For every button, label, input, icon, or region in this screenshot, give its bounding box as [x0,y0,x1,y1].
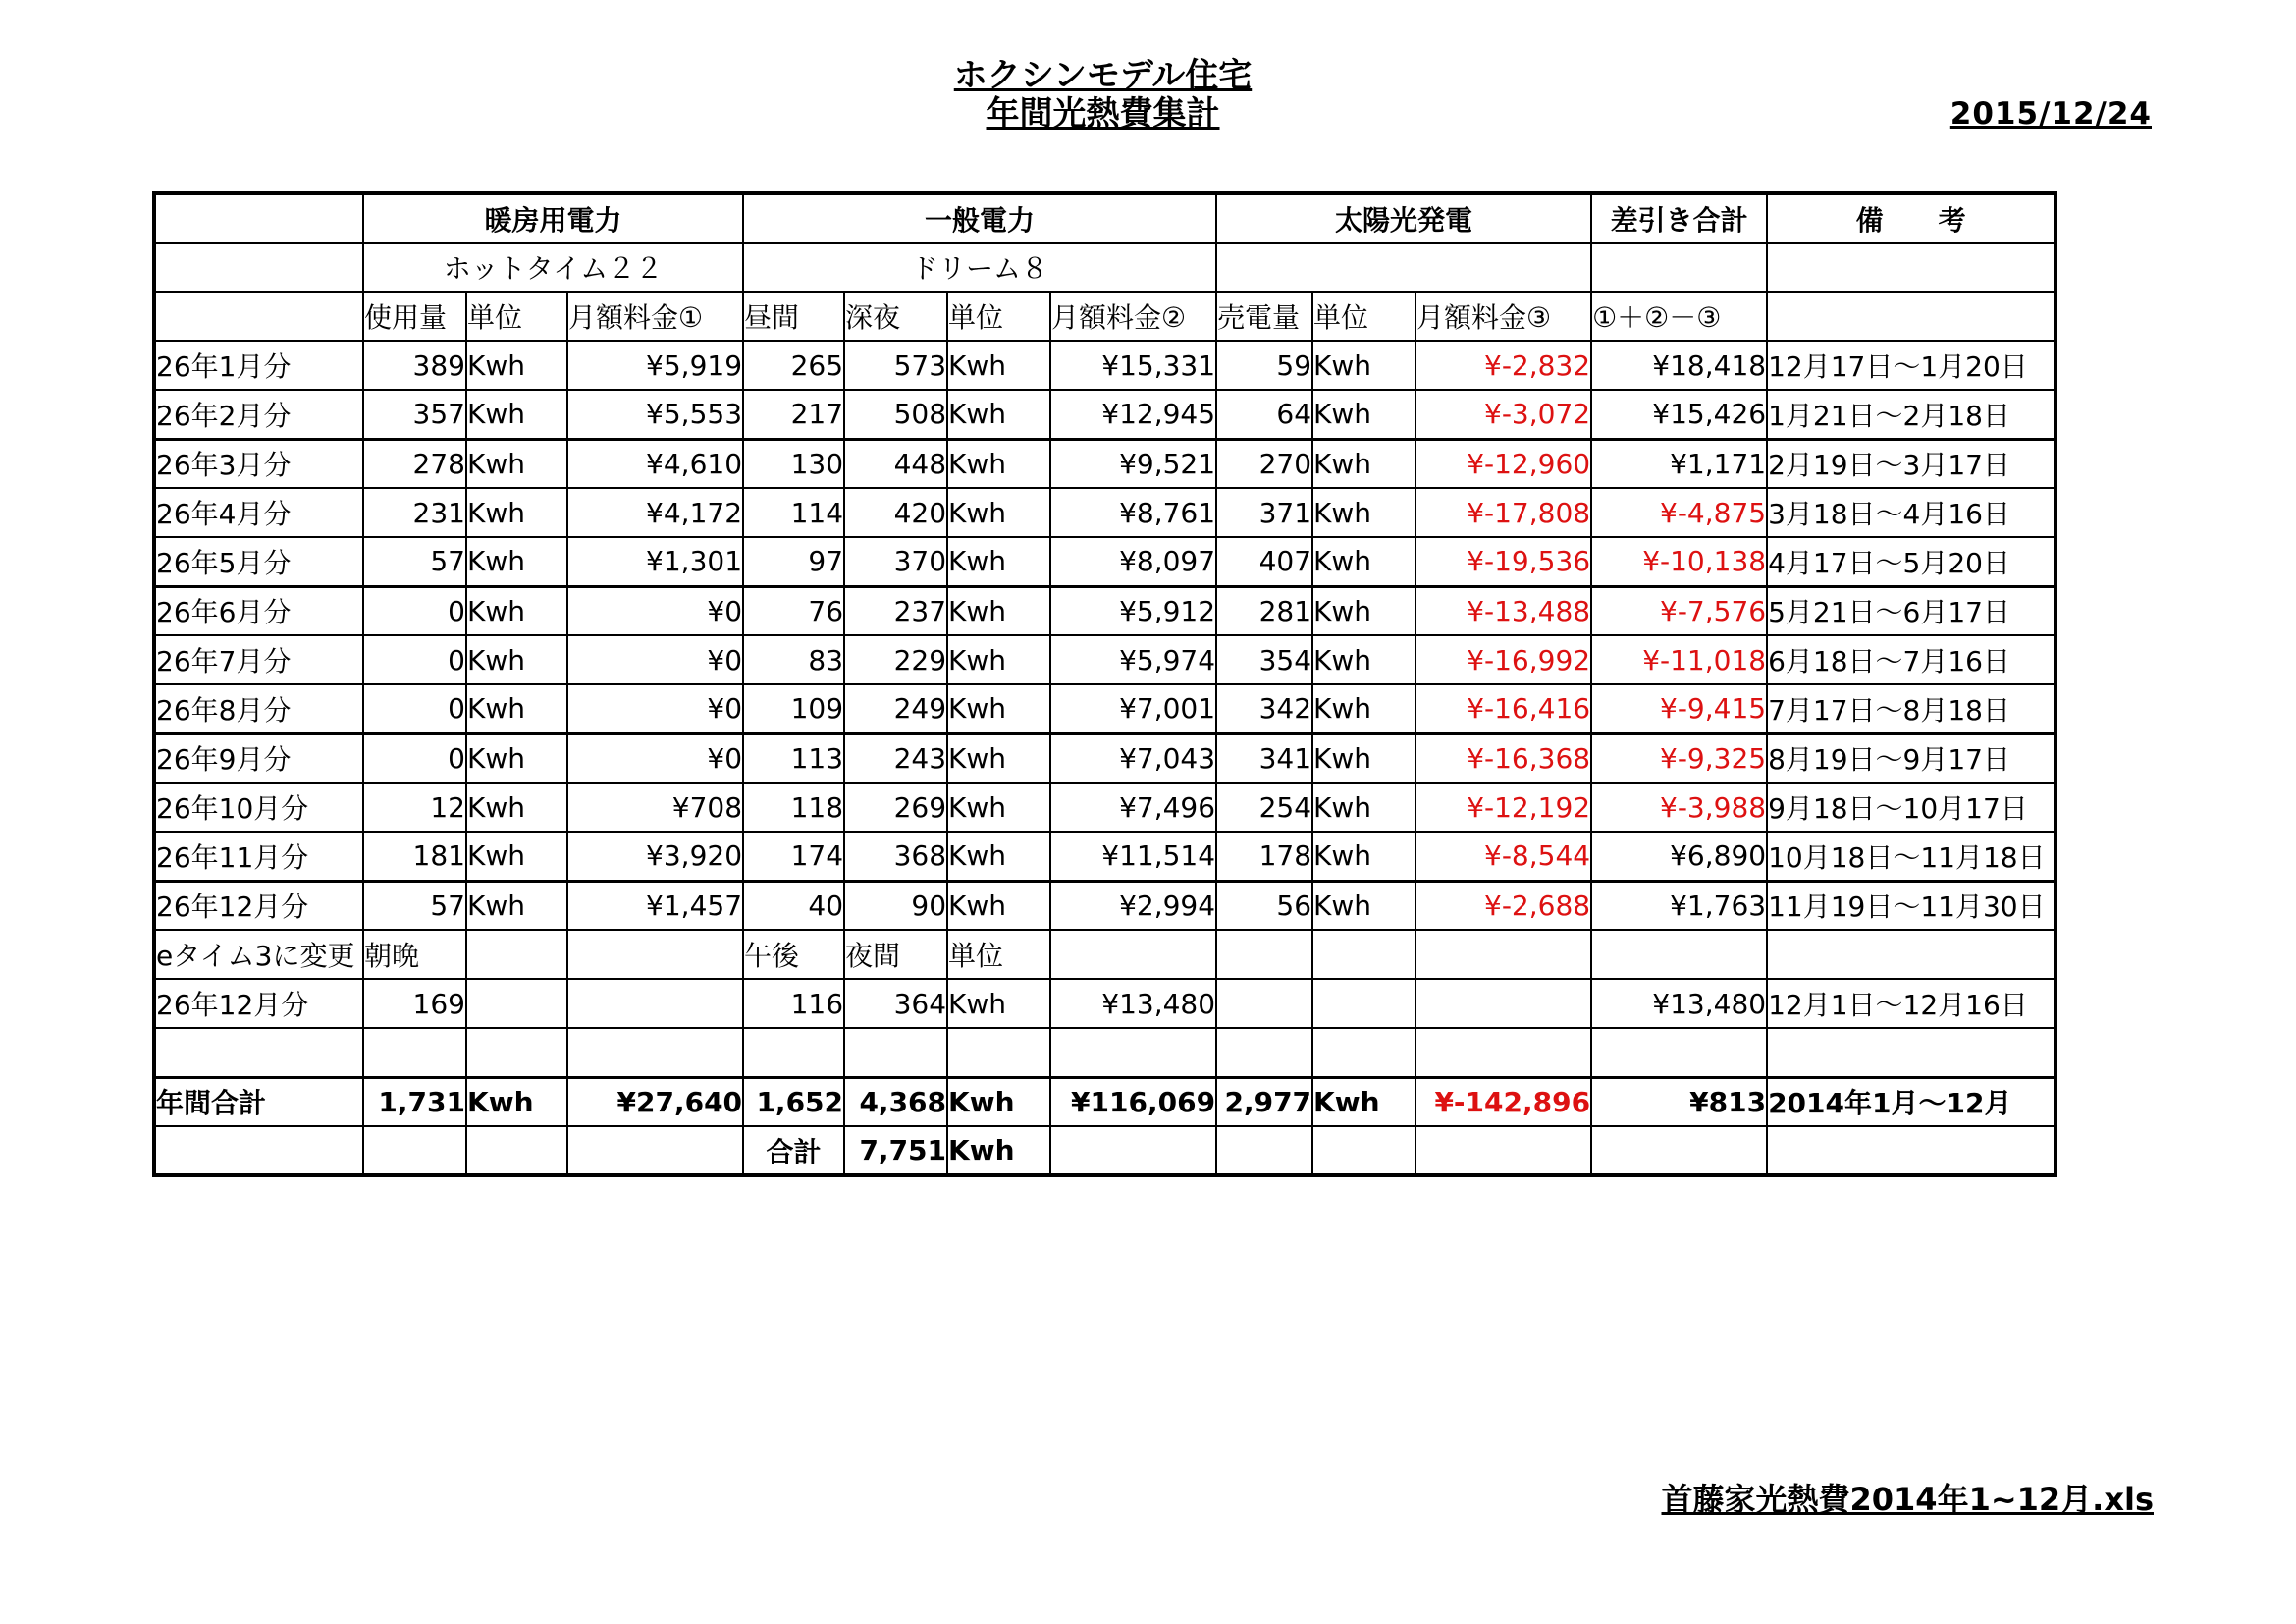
table-row-jul [154,635,2056,684]
empty-cell [1216,1028,1312,1077]
usage-subheader: 朝晩 [363,930,466,979]
daytime-cell: 76 [743,586,844,635]
remarks-cell: 2014年1月～12月 [1767,1077,2056,1126]
empty-cell [1050,1126,1216,1175]
title-line1: ホクシンモデル住宅 [953,56,1253,95]
month-cell: 26年12月分 [154,881,363,930]
fee2-cell: ¥7,001 [1050,684,1216,733]
unit-cell: Kwh [947,586,1050,635]
daytime-cell: 130 [743,439,844,488]
sold-cell: 407 [1216,537,1312,586]
table-row-aug [154,684,2056,733]
sold-cell: 254 [1216,783,1312,832]
night-cell: 229 [844,635,947,684]
remarks-cell: 12月17日～1月20日 [1767,341,2056,390]
night-cell: 364 [844,979,947,1028]
net-formula-header: ①＋②－③ [1591,292,1767,341]
empty-cell [567,979,743,1028]
empty-cell [466,930,567,979]
usage-cell: 12 [363,783,466,832]
remarks-cell: 1月21日～2月18日 [1767,390,2056,439]
fee3-cell: ¥-3,072 [1415,390,1591,439]
fee1-total-cell: ¥27,640 [567,1077,743,1126]
month-cell: 26年8月分 [154,684,363,733]
daytime-cell: 83 [743,635,844,684]
document-title [152,57,2054,134]
fee2-cell: ¥13,480 [1050,979,1216,1028]
general-group-header: 一般電力 [743,193,1216,243]
unit-cell: Kwh [947,488,1050,537]
fee3-cell: ¥-8,544 [1415,832,1591,881]
sold-cell: 59 [1216,341,1312,390]
solar-group-header: 太陽光発電 [1216,193,1591,243]
sold-cell: 354 [1216,635,1312,684]
empty-cell [1415,930,1591,979]
net-cell: ¥-9,325 [1591,733,1767,783]
unit-cell: Kwh [947,1077,1050,1126]
usage-cell: 357 [363,390,466,439]
unit-cell: Kwh [947,684,1050,733]
utility-cost-table [152,191,2057,1177]
fee1-cell: ¥5,553 [567,390,743,439]
fee2-cell: ¥5,974 [1050,635,1216,684]
unit-cell: Kwh [466,684,567,733]
usage-cell: 0 [363,733,466,783]
daytime-cell: 114 [743,488,844,537]
unit-cell: Kwh [947,783,1050,832]
fee1-cell: ¥1,301 [567,537,743,586]
unit-cell: Kwh [466,439,567,488]
month-cell: 26年3月分 [154,439,363,488]
net-cell: ¥13,480 [1591,979,1767,1028]
month-cell: 26年6月分 [154,586,363,635]
empty-cell [1216,979,1312,1028]
nighttime-subheader: 夜間 [844,930,947,979]
empty-cell [1216,930,1312,979]
usage-cell: 181 [363,832,466,881]
usage-cell: 169 [363,979,466,1028]
empty-cell [154,1126,363,1175]
month-cell: 26年11月分 [154,832,363,881]
sum-label: 合計 [743,1126,844,1175]
month-cell: 26年12月分 [154,979,363,1028]
daytime-cell: 113 [743,733,844,783]
net-cell: ¥6,890 [1591,832,1767,881]
fee3-cell: ¥-16,992 [1415,635,1591,684]
sold-cell: 281 [1216,586,1312,635]
remarks-cell: 2月19日～3月17日 [1767,439,2056,488]
month-cell: 26年4月分 [154,488,363,537]
fee2-cell: ¥2,994 [1050,881,1216,930]
table-row-dec2 [154,979,2056,1028]
unit-cell: Kwh [1312,783,1415,832]
table-row-feb [154,390,2056,439]
fee1-cell: ¥0 [567,586,743,635]
empty-cell [363,1126,466,1175]
empty-cell [1415,1028,1591,1077]
remarks-cell: 8月19日～9月17日 [1767,733,2056,783]
table-row-oct [154,783,2056,832]
unit-cell: Kwh [1312,635,1415,684]
unit-cell: Kwh [1312,881,1415,930]
month-cell: 26年9月分 [154,733,363,783]
net-cell: ¥1,763 [1591,881,1767,930]
unit-cell: Kwh [1312,341,1415,390]
night-cell: 508 [844,390,947,439]
unit-cell: Kwh [947,979,1050,1028]
usage-total-cell: 1,731 [363,1077,466,1126]
empty-cell [1415,979,1591,1028]
general-plan-header: ドリーム８ [743,243,1216,292]
fee2-cell: ¥7,043 [1050,733,1216,783]
fee2-cell: ¥8,097 [1050,537,1216,586]
net-cell: ¥-7,576 [1591,586,1767,635]
unit-cell: Kwh [947,635,1050,684]
remarks-cell: 6月18日～7月16日 [1767,635,2056,684]
daytime-total-cell: 1,652 [743,1077,844,1126]
afternoon-subheader: 午後 [743,930,844,979]
empty-cell [466,1028,567,1077]
empty-cell [1216,243,1591,292]
unit-col-header: 単位 [466,292,567,341]
empty-cell [1591,243,1767,292]
remarks-cell: 10月18日～11月18日 [1767,832,2056,881]
blank-row [154,1028,2056,1077]
empty-cell [1312,1126,1415,1175]
unit-cell: Kwh [947,537,1050,586]
remarks-cell: 9月18日～10月17日 [1767,783,2056,832]
unit-cell: Kwh [1312,684,1415,733]
night-cell: 370 [844,537,947,586]
total-label: 年間合計 [154,1077,363,1126]
month-cell: 26年10月分 [154,783,363,832]
fee2-cell: ¥5,912 [1050,586,1216,635]
daytime-cell: 116 [743,979,844,1028]
usage-cell: 57 [363,537,466,586]
empty-cell [154,193,363,243]
net-total-cell: ¥813 [1591,1077,1767,1126]
daytime-cell: 265 [743,341,844,390]
daytime-cell: 40 [743,881,844,930]
fee3-cell: ¥-17,808 [1415,488,1591,537]
fee3-cell: ¥-2,688 [1415,881,1591,930]
fee1-cell: ¥0 [567,684,743,733]
night-cell: 237 [844,586,947,635]
unit-cell: Kwh [1312,390,1415,439]
usage-cell: 231 [363,488,466,537]
empty-cell [1415,1126,1591,1175]
usage-col-header: 使用量 [363,292,466,341]
empty-cell [1312,930,1415,979]
daytime-cell: 109 [743,684,844,733]
header-row-plans [154,243,2056,292]
daytime-col-header: 昼間 [743,292,844,341]
empty-cell [1767,243,2056,292]
unit-cell: Kwh [947,832,1050,881]
heating-group-header: 暖房用電力 [363,193,743,243]
table-row-jan [154,341,2056,390]
fee2-total-cell: ¥116,069 [1050,1077,1216,1126]
kwh-grand-total-cell: 7,751 [844,1126,947,1175]
fee3-cell: ¥-12,192 [1415,783,1591,832]
header-row-columns [154,292,2056,341]
empty-cell [567,1028,743,1077]
fee2-cell: ¥12,945 [1050,390,1216,439]
grand-sum-row [154,1126,2056,1175]
table-row-jun [154,586,2056,635]
remarks-cell: 3月18日～4月16日 [1767,488,2056,537]
empty-cell [1767,930,2056,979]
month-cell: 26年7月分 [154,635,363,684]
fee2-cell: ¥7,496 [1050,783,1216,832]
sold-cell: 341 [1216,733,1312,783]
unit-cell: Kwh [1312,488,1415,537]
fee3-cell: ¥-2,832 [1415,341,1591,390]
unit-cell: Kwh [947,733,1050,783]
empty-cell [567,930,743,979]
fee1-cell: ¥0 [567,635,743,684]
sold-col-header: 売電量 [1216,292,1312,341]
sold-cell: 56 [1216,881,1312,930]
unit-cell: Kwh [1312,586,1415,635]
fee1-cell: ¥3,920 [567,832,743,881]
usage-cell: 389 [363,341,466,390]
night-cell: 269 [844,783,947,832]
daytime-cell: 97 [743,537,844,586]
fee2-cell: ¥11,514 [1050,832,1216,881]
unit-cell: Kwh [466,341,567,390]
header-row-groups [154,193,2056,243]
night-col-header: 深夜 [844,292,947,341]
empty-cell [154,292,363,341]
fee1-cell: ¥708 [567,783,743,832]
usage-cell: 57 [363,881,466,930]
unit-subheader: 単位 [947,930,1050,979]
empty-cell [154,1028,363,1077]
net-cell: ¥-9,415 [1591,684,1767,733]
night-total-cell: 4,368 [844,1077,947,1126]
night-cell: 420 [844,488,947,537]
empty-cell [1767,292,2056,341]
table-row-apr [154,488,2056,537]
night-cell: 573 [844,341,947,390]
unit-cell: Kwh [1312,832,1415,881]
annual-total-row [154,1077,2056,1126]
empty-cell [154,243,363,292]
fee1-cell: ¥4,610 [567,439,743,488]
fee2-col-header: 月額料金② [1050,292,1216,341]
unit-col-header: 単位 [1312,292,1415,341]
fee1-cell: ¥0 [567,733,743,783]
heating-plan-header: ホットタイム２２ [363,243,743,292]
unit-cell: Kwh [947,881,1050,930]
empty-cell [567,1126,743,1175]
remarks-cell: 11月19日～11月30日 [1767,881,2056,930]
unit-cell: Kwh [1312,537,1415,586]
empty-cell [1050,930,1216,979]
empty-cell [1591,930,1767,979]
empty-cell [1767,1126,2056,1175]
net-cell: ¥-11,018 [1591,635,1767,684]
empty-cell [1767,1028,2056,1077]
plan-change-row [154,930,2056,979]
unit-cell: Kwh [947,439,1050,488]
usage-cell: 0 [363,635,466,684]
fee2-cell: ¥15,331 [1050,341,1216,390]
fee1-col-header: 月額料金① [567,292,743,341]
fee1-cell: ¥5,919 [567,341,743,390]
unit-cell: Kwh [947,1126,1050,1175]
table-row-sep [154,733,2056,783]
remarks-cell: 12月1日～12月16日 [1767,979,2056,1028]
empty-cell [1216,1126,1312,1175]
net-cell: ¥-4,875 [1591,488,1767,537]
empty-cell [844,1028,947,1077]
table-row-may [154,537,2056,586]
fee3-total-cell: ¥-142,896 [1415,1077,1591,1126]
usage-cell: 0 [363,684,466,733]
empty-cell [1591,1028,1767,1077]
night-cell: 448 [844,439,947,488]
night-cell: 90 [844,881,947,930]
document-date: 2015/12/24 [1949,96,2152,132]
unit-col-header: 単位 [947,292,1050,341]
table-row-dec [154,881,2056,930]
month-cell: 26年2月分 [154,390,363,439]
usage-cell: 0 [363,586,466,635]
unit-cell: Kwh [947,341,1050,390]
unit-cell: Kwh [947,390,1050,439]
unit-cell: Kwh [466,390,567,439]
month-cell: 26年1月分 [154,341,363,390]
unit-cell: Kwh [466,783,567,832]
fee2-cell: ¥9,521 [1050,439,1216,488]
unit-cell: Kwh [1312,439,1415,488]
empty-cell [1312,1028,1415,1077]
remarks-cell: 4月17日～5月20日 [1767,537,2056,586]
empty-cell [947,1028,1050,1077]
unit-cell: Kwh [466,586,567,635]
fee3-cell: ¥-16,368 [1415,733,1591,783]
unit-cell: Kwh [1312,733,1415,783]
unit-cell: Kwh [1312,1077,1415,1126]
source-filename: 首藤家光熱費2014年1~12月.xls [1661,1481,2154,1518]
daytime-cell: 118 [743,783,844,832]
month-cell: 26年5月分 [154,537,363,586]
unit-cell: Kwh [466,832,567,881]
plan-change-label: eタイム3に変更 [154,930,363,979]
empty-cell [466,1126,567,1175]
sold-total-cell: 2,977 [1216,1077,1312,1126]
table-row-nov [154,832,2056,881]
title-line2: 年間光熱費集計 [986,94,1220,134]
empty-cell [363,1028,466,1077]
table-row-mar [154,439,2056,488]
net-cell: ¥-3,988 [1591,783,1767,832]
daytime-cell: 174 [743,832,844,881]
unit-cell: Kwh [466,488,567,537]
empty-cell [466,979,567,1028]
sold-cell: 371 [1216,488,1312,537]
net-group-header: 差引き合計 [1591,193,1767,243]
fee3-col-header: 月額料金③ [1415,292,1591,341]
remarks-cell: 7月17日～8月18日 [1767,684,2056,733]
net-cell: ¥18,418 [1591,341,1767,390]
fee3-cell: ¥-12,960 [1415,439,1591,488]
empty-cell [743,1028,844,1077]
net-cell: ¥-10,138 [1591,537,1767,586]
unit-cell: Kwh [466,733,567,783]
sold-cell: 270 [1216,439,1312,488]
fee3-cell: ¥-13,488 [1415,586,1591,635]
sold-cell: 178 [1216,832,1312,881]
night-cell: 368 [844,832,947,881]
sold-cell: 342 [1216,684,1312,733]
unit-cell: Kwh [466,881,567,930]
remarks-cell: 5月21日～6月17日 [1767,586,2056,635]
net-cell: ¥1,171 [1591,439,1767,488]
sold-cell: 64 [1216,390,1312,439]
fee2-cell: ¥8,761 [1050,488,1216,537]
unit-cell: Kwh [466,635,567,684]
net-cell: ¥15,426 [1591,390,1767,439]
unit-cell: Kwh [466,537,567,586]
fee3-cell: ¥-19,536 [1415,537,1591,586]
night-cell: 243 [844,733,947,783]
empty-cell [1591,1126,1767,1175]
night-cell: 249 [844,684,947,733]
fee3-cell: ¥-16,416 [1415,684,1591,733]
remarks-group-header: 備 考 [1767,193,2056,243]
empty-cell [1312,979,1415,1028]
fee1-cell: ¥4,172 [567,488,743,537]
fee1-cell: ¥1,457 [567,881,743,930]
usage-cell: 278 [363,439,466,488]
unit-cell: Kwh [466,1077,567,1126]
empty-cell [1050,1028,1216,1077]
daytime-cell: 217 [743,390,844,439]
